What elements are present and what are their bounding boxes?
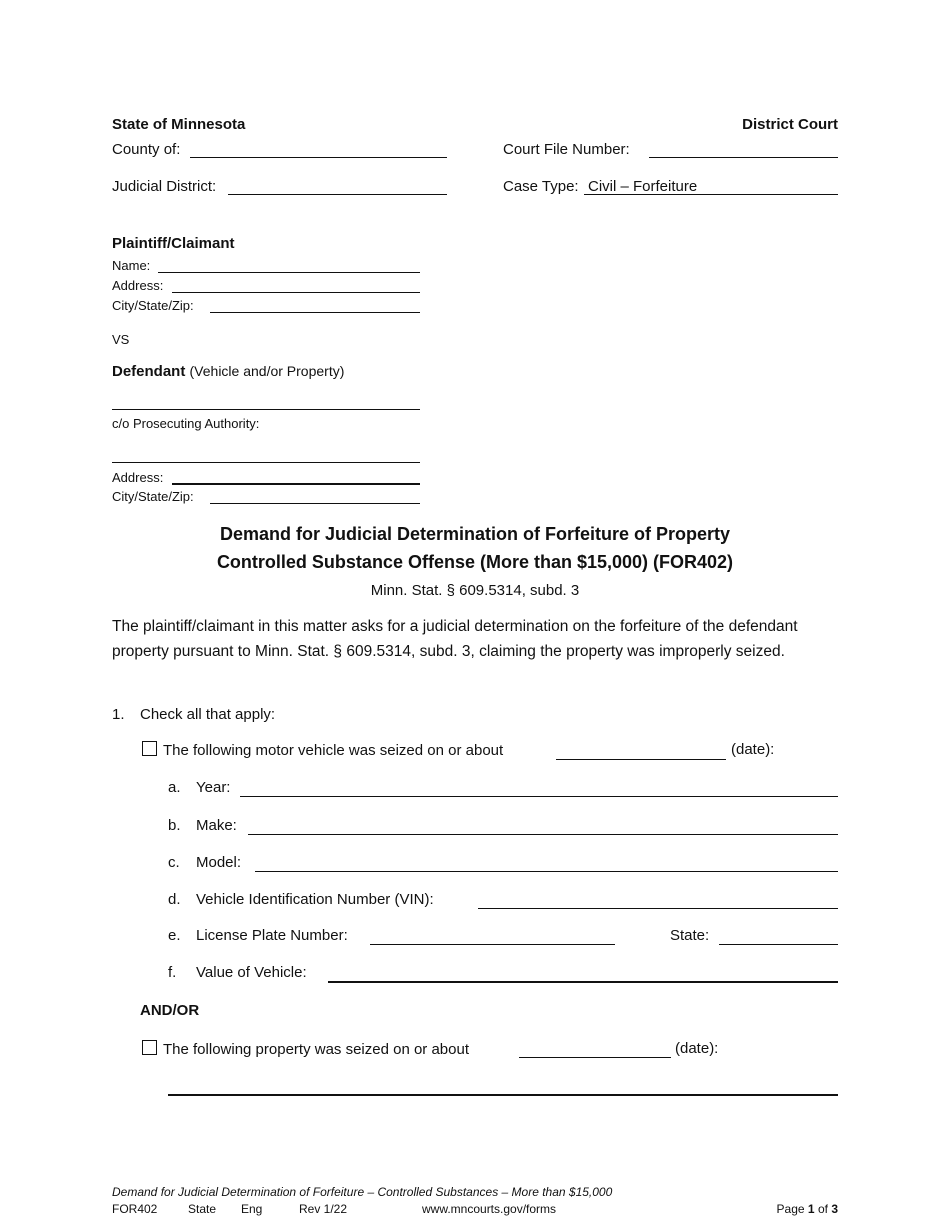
plaintiff-city-label: City/State/Zip: (112, 298, 194, 313)
case-type-value: Civil – Forfeiture (588, 178, 698, 195)
court-file-field[interactable] (649, 157, 838, 158)
make-label: Make: (196, 817, 237, 834)
vehicle-date-suffix: (date): (731, 741, 775, 758)
plaintiff-name-label: Name: (112, 258, 151, 273)
item-c-letter: c. (168, 854, 180, 871)
item-b-letter: b. (168, 817, 181, 834)
vehicle-value-field[interactable] (328, 981, 838, 983)
state-heading: State of Minnesota (112, 116, 246, 133)
property-checkbox[interactable] (142, 1040, 157, 1055)
footer-lang: Eng (241, 1202, 263, 1216)
property-description-field[interactable] (168, 1094, 838, 1096)
license-plate-field[interactable] (370, 944, 615, 945)
vehicle-value-label: Value of Vehicle: (196, 964, 307, 981)
footer-state: State (188, 1202, 217, 1216)
defendant-city-field[interactable] (210, 503, 420, 504)
defendant-heading-note: (Vehicle and/or Property) (189, 363, 345, 379)
intro-paragraph: The plaintiff/claimant in this matter asks for a judicial determination on the forfeiture of the defendant property pursuant to Minn. Stat. § 609.5314, subd. 3, claiming the property was improperly seized. (112, 618, 798, 660)
make-field[interactable] (248, 834, 838, 835)
model-label: Model: (196, 854, 242, 871)
plate-state-field[interactable] (719, 944, 838, 945)
section1-label: Check all that apply: (140, 706, 276, 723)
footer-url[interactable]: www.mncourts.gov/forms (422, 1202, 557, 1216)
vin-field[interactable] (478, 908, 838, 909)
vehicle-seized-date-field[interactable] (556, 759, 726, 760)
defendant-address-label: Address: (112, 470, 164, 485)
defendant-city-label: City/State/Zip: (112, 489, 194, 504)
plaintiff-address-label: Address: (112, 278, 164, 293)
form-title-line2: Controlled Substance Offense (More than $15,000) (FOR402) (216, 552, 734, 572)
footer-rev: Rev 1/22 (299, 1202, 348, 1216)
court-file-label: Court File Number: (503, 141, 630, 158)
year-field[interactable] (240, 796, 838, 797)
page-prefix: Page (776, 1202, 805, 1216)
vehicle-checkbox-text: The following motor vehicle was seized on or about (163, 742, 504, 759)
statute-reference: Minn. Stat. § 609.5314, subd. 3 (370, 582, 580, 599)
case-type-label: Case Type: (503, 178, 579, 195)
and-or-label: AND/OR (140, 1002, 200, 1019)
plaintiff-city-field[interactable] (210, 312, 420, 313)
year-label: Year: (196, 779, 231, 796)
footer-title: Demand for Judicial Determination of Forfeiture – Controlled Substances – More than $15,000 (112, 1185, 613, 1199)
district-field[interactable] (228, 194, 447, 195)
form-title-line1: Demand for Judicial Determination of Forfeiture of Property (219, 524, 731, 544)
plaintiff-heading: Plaintiff/Claimant (112, 235, 235, 252)
case-type-field[interactable] (584, 194, 838, 195)
plaintiff-name-field[interactable] (158, 272, 420, 273)
page-total: 3 (831, 1202, 838, 1216)
defendant-name-field[interactable] (112, 409, 420, 410)
district-label: Judicial District: (112, 178, 217, 195)
item-d-letter: d. (168, 891, 181, 908)
prosecuting-label: c/o Prosecuting Authority: (112, 416, 260, 431)
vehicle-checkbox[interactable] (142, 741, 157, 756)
defendant-address-field[interactable] (172, 483, 420, 485)
footer-page-number (777, 1202, 838, 1216)
footer-form-id: FOR402 (112, 1202, 158, 1216)
page-current: 1 (807, 1202, 815, 1216)
defendant-heading-row (112, 363, 344, 380)
vehicle-checkbox-row (142, 741, 503, 759)
plaintiff-address-field[interactable] (172, 292, 420, 293)
defendant-heading: Defendant (112, 363, 186, 380)
license-plate-label: License Plate Number: (196, 927, 348, 944)
item-f-letter: f. (168, 964, 177, 981)
property-checkbox-row (142, 1040, 469, 1058)
item-e-letter: e. (168, 927, 181, 944)
model-field[interactable] (255, 871, 838, 872)
section1-number: 1. (112, 706, 125, 723)
page-of: of (817, 1202, 828, 1216)
prosecuting-field[interactable] (112, 462, 420, 463)
property-checkbox-text: The following property was seized on or about (163, 1041, 470, 1058)
county-field[interactable] (190, 157, 447, 158)
court-heading: District Court (742, 116, 838, 133)
item-a-letter: a. (168, 779, 181, 796)
vin-label: Vehicle Identification Number (VIN): (196, 891, 434, 908)
property-date-suffix: (date): (675, 1040, 719, 1057)
vs-label: VS (112, 332, 130, 347)
county-label: County of: (112, 141, 181, 158)
property-seized-date-field[interactable] (519, 1057, 671, 1058)
plate-state-label: State: (670, 927, 710, 944)
